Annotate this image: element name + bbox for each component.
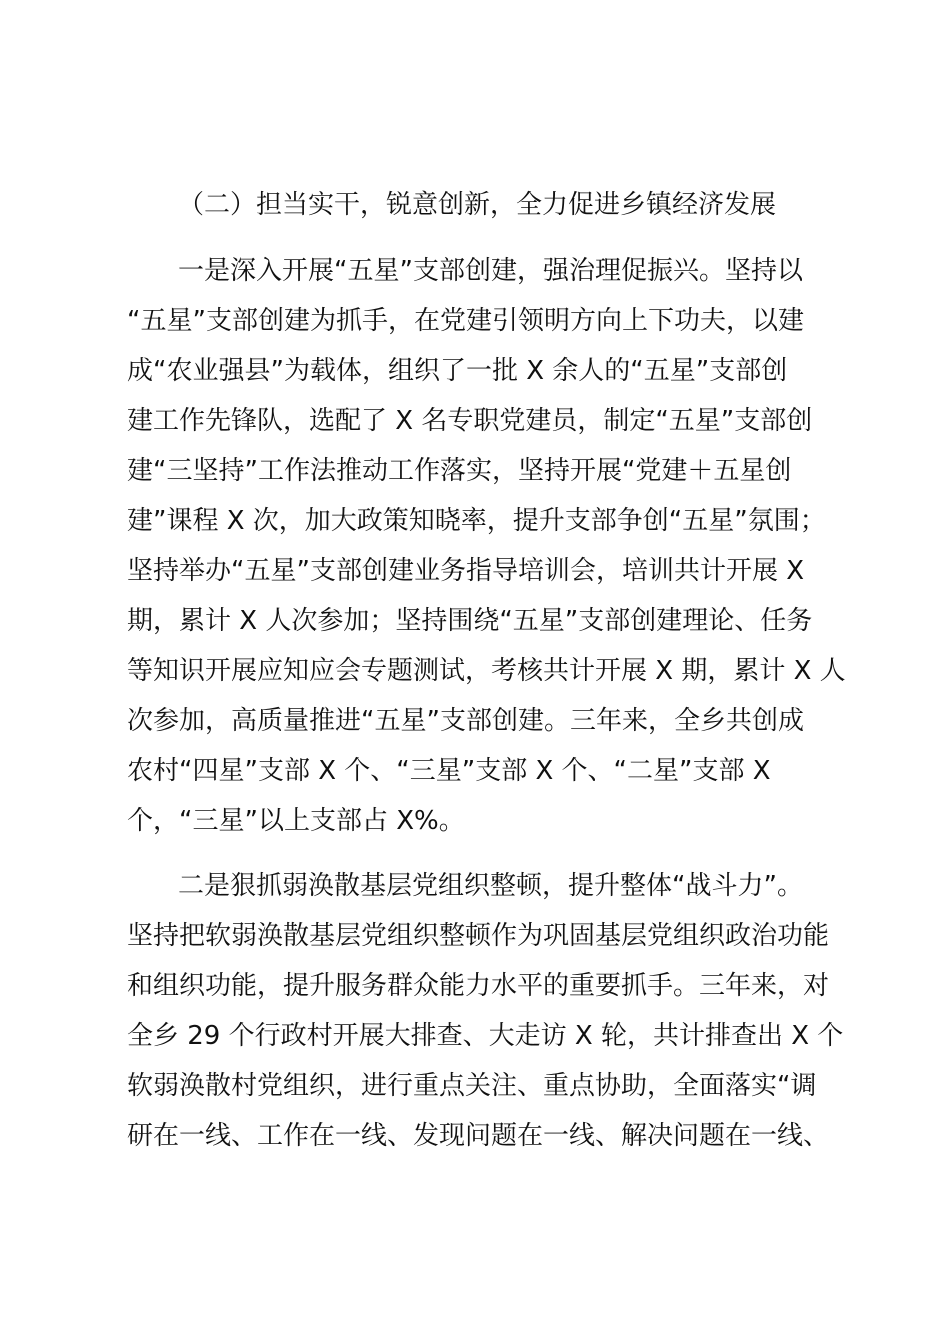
paragraph-2-line-2: 坚持把软弱涣散基层党组织整顿作为巩固基层党组织政治功能 [127, 921, 830, 951]
paragraph-1-line-4: 建工作先锋队，选配了 X 名专职党建员，制定“五星”支部创 [127, 406, 813, 436]
paragraph-1-line-7: 坚持举办“五星”支部创建业务指导培训会，培训共计开展 X [127, 556, 805, 586]
paragraph-1-line-12: 个，“三星”以上支部占 X%。 [127, 806, 465, 836]
paragraph-2-line-6: 研在一线、工作在一线、发现问题在一线、解决问题在一线、 [127, 1121, 830, 1151]
paragraph-1-line-2: “五星”支部创建为抓手，在党建引领明方向上下功夫，以建 [127, 306, 804, 336]
paragraph-1-line-6: 建”课程 X 次，加大政策知晓率，提升支部争创“五星”氛围； [127, 506, 826, 536]
section-heading: （二）担当实干，锐意创新，全力促进乡镇经济发展 [178, 190, 777, 220]
paragraph-1-line-1: 一是深入开展“五星”支部创建，强治理促振兴。坚持以 [178, 256, 803, 286]
paragraph-1-line-8: 期，累计 X 人次参加；坚持围绕“五星”支部创建理论、任务 [127, 606, 813, 636]
paragraph-1-line-11: 农村“四星”支部 X 个、“三星”支部 X 个、“二星”支部 X [127, 756, 771, 786]
paragraph-1-line-10: 次参加，高质量推进“五星”支部创建。三年来，全乡共创成 [127, 706, 804, 736]
paragraph-2-line-5: 软弱涣散村党组织，进行重点关注、重点协助，全面落实“调 [127, 1071, 817, 1101]
paragraph-1-line-3: 成“农业强县”为载体，组织了一批 X 余人的“五星”支部创 [127, 356, 788, 386]
paragraph-2-line-4: 全乡 29 个行政村开展大排查、大走访 X 轮，共计排查出 X 个 [127, 1021, 844, 1051]
paragraph-1-line-9: 等知识开展应知应会专题测试，考核共计开展 X 期，累计 X 人 [127, 656, 846, 686]
paragraph-2-line-1: 二是狠抓弱涣散基层党组织整顿，提升整体“战斗力”。 [178, 871, 803, 901]
paragraph-1-line-5: 建“三坚持”工作法推动工作落实，坚持开展“党建＋五星创 [127, 456, 792, 486]
paragraph-2-line-3: 和组织功能，提升服务群众能力水平的重要抓手。三年来，对 [127, 971, 830, 1001]
